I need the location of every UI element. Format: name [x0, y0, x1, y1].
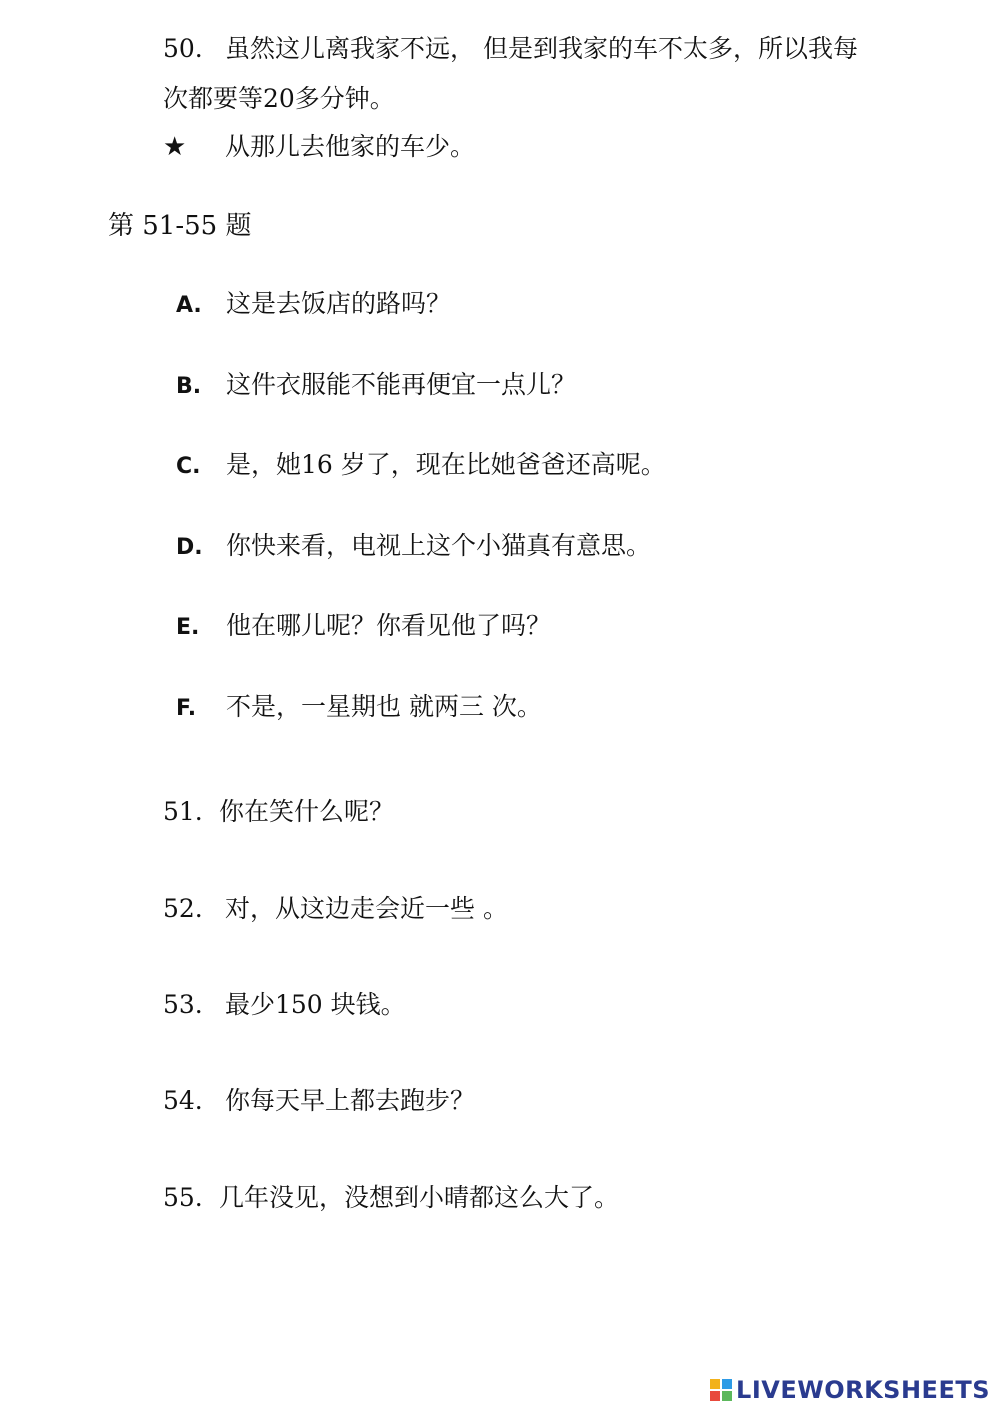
question-number: 53. [163, 990, 203, 1019]
question-text: 对，从这边走会近一些 。 [225, 894, 508, 923]
option-c [176, 450, 666, 482]
question-53 [163, 990, 406, 1020]
question-text: 你在笑什么呢？ [219, 797, 395, 826]
logo-text: LIVEWORKSHEETS [736, 1376, 990, 1404]
option-text: 这件衣服能不能再便宜一点儿？ [226, 370, 577, 399]
liveworksheets-logo [710, 1373, 990, 1407]
option-text: 不是，一星期也 就两三 次。 [226, 692, 542, 721]
question-54 [163, 1086, 475, 1116]
q50-text-line1: 虽然这儿离我家不远， 但是到我家的车不太多，所以我每 [225, 34, 858, 63]
question-55 [163, 1183, 619, 1213]
option-d [176, 531, 651, 563]
logo-square [722, 1391, 732, 1401]
question-text: 你每天早上都去跑步？ [225, 1086, 476, 1115]
section-heading: 第 51-55 题 [108, 211, 252, 241]
question-number: 52. [163, 894, 203, 923]
logo-square [710, 1391, 720, 1401]
option-text: 你快来看，电视上这个小猫真有意思。 [226, 531, 652, 560]
question-52 [163, 894, 508, 924]
option-text: 这是去饭店的路吗？ [226, 289, 452, 318]
logo-square [722, 1379, 732, 1389]
q50-line2: 次都要等20多分钟。 [163, 84, 395, 113]
question-text: 几年没见，没想到小晴都这么大了。 [219, 1183, 620, 1212]
option-a [176, 289, 451, 321]
option-f [176, 692, 542, 724]
option-b [176, 370, 576, 402]
option-letter: A. [176, 293, 202, 318]
question-number: 55. [163, 1183, 203, 1212]
logo-mark-icon [710, 1379, 732, 1401]
question-51 [163, 797, 394, 827]
option-text: 是，她16 岁了，现在比她爸爸还高呢。 [226, 450, 666, 479]
question-number: 54. [163, 1086, 203, 1115]
option-letter: F. [176, 696, 197, 721]
question-number: 51. [163, 797, 203, 826]
option-letter: B. [176, 374, 202, 399]
option-letter: C. [176, 454, 201, 479]
option-text: 他在哪儿呢？你看见他了吗？ [226, 611, 552, 640]
option-letter: D. [176, 535, 203, 560]
q50-line1 [163, 34, 858, 64]
option-letter: E. [176, 615, 200, 640]
q50-statement-row [163, 132, 475, 162]
logo-square [710, 1379, 720, 1389]
q50-statement: 从那儿去他家的车少。 [225, 132, 476, 161]
question-text: 最少150 块钱。 [225, 990, 406, 1019]
star-icon: ★ [163, 132, 187, 162]
option-e [176, 611, 551, 643]
q50-number: 50. [163, 34, 203, 63]
